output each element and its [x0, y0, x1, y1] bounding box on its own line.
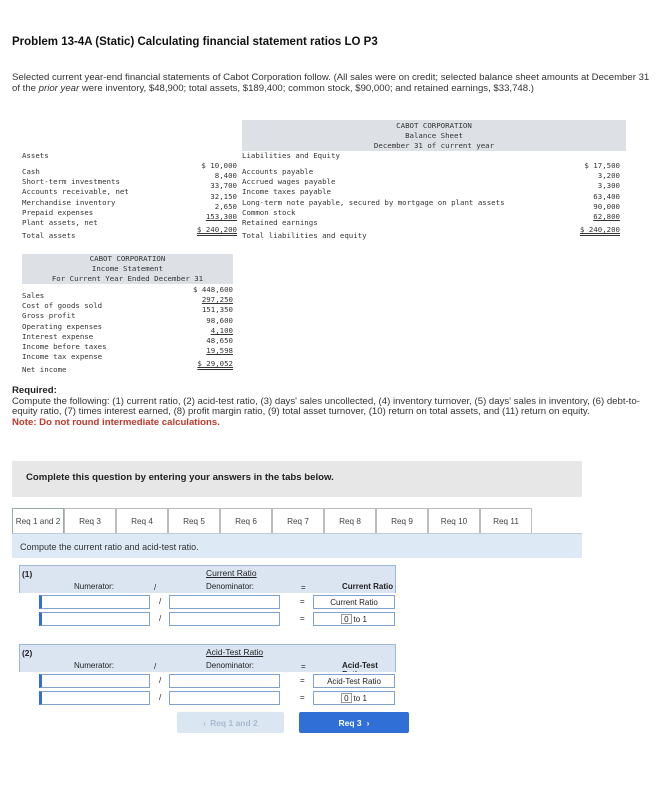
- at-result-label: Acid-Test Ratio: [313, 674, 395, 688]
- note-text: Note: Do not round intermediate calculations.: [12, 416, 220, 428]
- instruction-bar: Compute the current ratio and acid-test ratio.: [12, 533, 582, 558]
- tab-req-5[interactable]: Req 5: [168, 508, 220, 533]
- chevron-left-icon: ‹: [203, 717, 207, 728]
- tab-req-6[interactable]: Req 6: [220, 508, 272, 533]
- complete-question-bar: Complete this question by entering your answers in the tabs below.: [12, 461, 582, 497]
- liabilities-list: Accounts payable $ 17,500 Accrued wages payable 3,200 Income taxes payable 3,300 Long-term note payable, secured by mortgage on plant assets 63,400 Common stock 90,000 Retained earnings 62,800 Total liabilities and equity $ 240,200: [242, 161, 620, 241]
- current-ratio-section: (1) Current Ratio Numerator: Denominator: Current Ratio = /: [19, 565, 396, 629]
- assets-list: Cash $ 10,000 Short-term investments 8,400 Accounts receivable, net 33,700 Merchandise inventory 32,150 Prepaid expenses 2,650 Plant assets, net 153,300 Total assets $ 240,200: [22, 161, 237, 241]
- income-statement: Sales $ 448,600 Cost of goods sold 297,250 Gross profit 151,350 Operating expenses 98,600 Interest expense 4,100 Income before taxes 48,650 Income tax expense 19,598 Net income $ 29,052: [22, 285, 233, 375]
- cr-numerator-input-1[interactable]: [39, 595, 150, 609]
- prev-button[interactable]: ‹ Req 1 and 2: [177, 712, 284, 733]
- req-tabs: [12, 508, 584, 533]
- tab-req-9[interactable]: Req 9: [376, 508, 428, 533]
- current-ratio-rows: / = Current Ratio / = 0 to 1: [19, 593, 396, 629]
- problem-intro: Selected current year-end financial statements of Cabot Corporation follow. (All sales were on credit; selected balance sheet amounts at December 31 of the prior year were inventory, $48,900; total assets, $189,400; common stock, $90,000; and retained earnings, $33,748.): [12, 72, 650, 94]
- at-denominator-input-1[interactable]: [169, 674, 280, 688]
- cr-denominator-input-2[interactable]: [169, 612, 280, 626]
- tab-req-8[interactable]: Req 8: [324, 508, 376, 533]
- at-numerator-input-2[interactable]: [39, 691, 150, 705]
- cr-result-label: Current Ratio: [313, 595, 395, 609]
- cr-result-value: 0 to 1: [313, 612, 395, 626]
- cr-denominator-input-1[interactable]: [169, 595, 280, 609]
- chevron-right-icon: ›: [366, 717, 370, 728]
- tab-req-3[interactable]: Req 3: [64, 508, 116, 533]
- page-title: Problem 13-4A (Static) Calculating financial statement ratios LO P3: [12, 36, 378, 48]
- acid-test-ratio-section: (2) Acid-Test Ratio Numerator: Denominator: Acid-Test = /: [19, 644, 396, 708]
- tab-req-11[interactable]: Req 11: [480, 508, 532, 533]
- at-numerator-input-1[interactable]: [39, 674, 150, 688]
- tab-req-4[interactable]: Req 4: [116, 508, 168, 533]
- acid-test-ratio-rows: / = Acid-Test Ratio / = 0 to 1: [19, 672, 396, 708]
- tab-req-1-and-2[interactable]: Req 1 and 2: [12, 508, 64, 533]
- required-section: Required: Compute the following: (1) current ratio, (2) acid-test ratio, (3) days' sales uncollected, (4) inventory turnover, (5) days' sales in inventory, (6) debt-to-equity ratio, (7) times interest earned, (8) profit margin ratio, (9) total asset turnover, (10) return on total assets, and (11) return on equity. Note: Do not round intermediate calculations.: [12, 386, 652, 428]
- cr-numerator-input-2[interactable]: [39, 612, 150, 626]
- next-button[interactable]: Req 3 ›: [299, 712, 409, 733]
- at-denominator-input-2[interactable]: [169, 691, 280, 705]
- tab-req-7[interactable]: Req 7: [272, 508, 324, 533]
- tab-req-10[interactable]: Req 10: [428, 508, 480, 533]
- income-statement-header: CABOT CORPORATION Income Statement For Current Year Ended December 31: [22, 254, 233, 284]
- at-result-value: 0 to 1: [313, 691, 395, 705]
- balance-sheet-header: CABOT CORPORATION Balance Sheet December 31 of current year: [242, 120, 626, 151]
